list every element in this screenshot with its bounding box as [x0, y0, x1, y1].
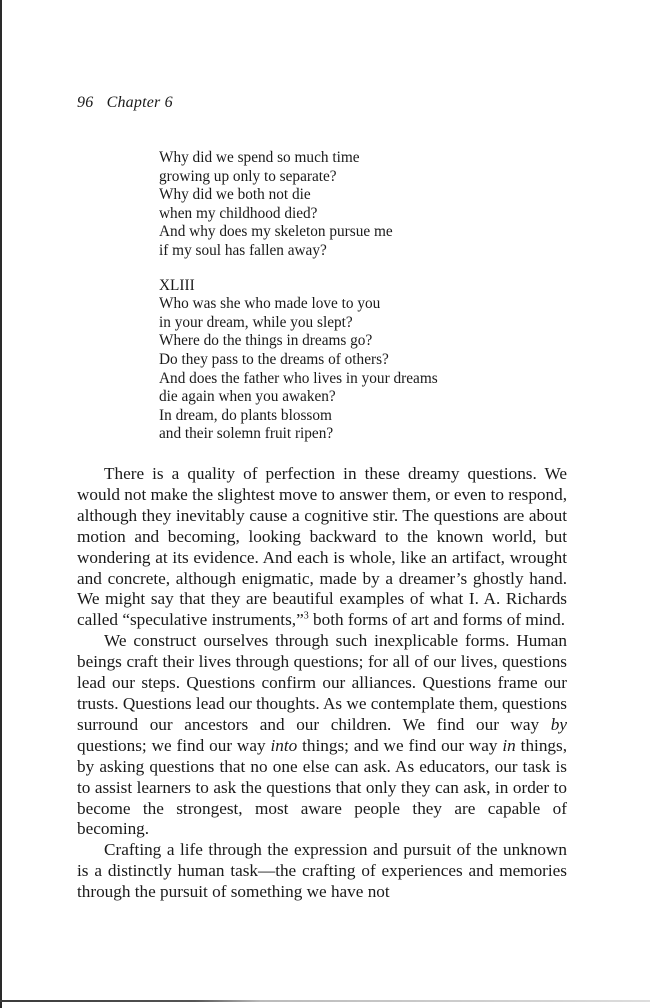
- footnote-ref: 3: [303, 610, 309, 622]
- emphasis: in: [502, 735, 516, 755]
- emphasis: into: [270, 735, 298, 755]
- poem-line: when my childhood died?: [159, 204, 318, 222]
- page-bottom-edge: [0, 1000, 650, 1002]
- emphasis: by: [550, 714, 567, 734]
- page-left-edge: [0, 0, 2, 1008]
- body-text: [77, 464, 567, 903]
- paragraph-text: both forms of art and forms of mind.: [308, 610, 566, 630]
- poem-line: and their solemn fruit ripen?: [159, 425, 334, 443]
- poem-line: growing up only to separate?: [159, 167, 337, 185]
- poem-line: And why does my skeleton pursue me: [159, 223, 393, 241]
- page-number: 96: [77, 94, 94, 111]
- poem-stanza-1: [159, 149, 559, 261]
- paragraph-1: [77, 464, 567, 631]
- poem-line: And does the father who lives in your dreams: [159, 369, 438, 387]
- poem-line: in your dream, while you slept?: [159, 313, 353, 331]
- poem-line: In dream, do plants blossom: [159, 406, 332, 424]
- poem-line: Who was she who made love to you: [159, 295, 381, 313]
- poem-line: Why did we both not die: [159, 186, 311, 204]
- paragraph-text: There is a quality of perfection in these dreamy questions. We would not make the slightest move to answer them, or even to respond, although they inevitably cause a cognitive stir. The questions are about motion and becoming, looking backward to the known world, but wondering at its evidence. And each is whole, like an artifact, wrought and concrete, although enigmatic, made by a dreamer’s ghostly hand. We might say that they are beautiful examples of what I. A. Richards called “speculative instruments,”: [77, 464, 567, 630]
- stanza-gap: [159, 261, 559, 277]
- poem-line: if my soul has fallen away?: [159, 241, 327, 259]
- poem-section-number: XLIII: [159, 276, 195, 294]
- poem-line: die again when you awaken?: [159, 388, 336, 406]
- poem-block: [159, 149, 559, 444]
- paragraph-2: [77, 631, 567, 840]
- paragraph-text: Crafting a life through the expression and pursuit of the unknown is a distinctly human task—the crafting of experiences and memories through the pursuit of something we have not: [77, 840, 567, 902]
- poem-stanza-2: [159, 277, 559, 444]
- poem-line: Do they pass to the dreams of others?: [159, 350, 389, 368]
- running-head: [77, 94, 173, 112]
- poem-line: Where do the things in dreams go?: [159, 332, 373, 350]
- paragraph-3: [77, 840, 567, 903]
- poem-line: Why did we spend so much time: [159, 149, 360, 166]
- paragraph-text: We construct ourselves through such inexplicable forms. Human beings craft their lives through questions; for all of our lives, questions lead our steps. Questions confirm our alliances. Questions frame our trusts. Questions lead our thoughts. As we contemplate them, questions surround our ancestors and our children. We find our way: [77, 631, 567, 734]
- chapter-title: Chapter 6: [106, 94, 173, 111]
- paragraph-text: questions; we find our way: [77, 735, 271, 755]
- paragraph-text: things; and we find our way: [297, 735, 503, 755]
- paragraph-text: things, by asking questions that no one else can ask. As educators, our task is to assist learners to ask the questions that only they can ask, in order to become the strongest, most aware people they are capable of becoming.: [77, 735, 567, 839]
